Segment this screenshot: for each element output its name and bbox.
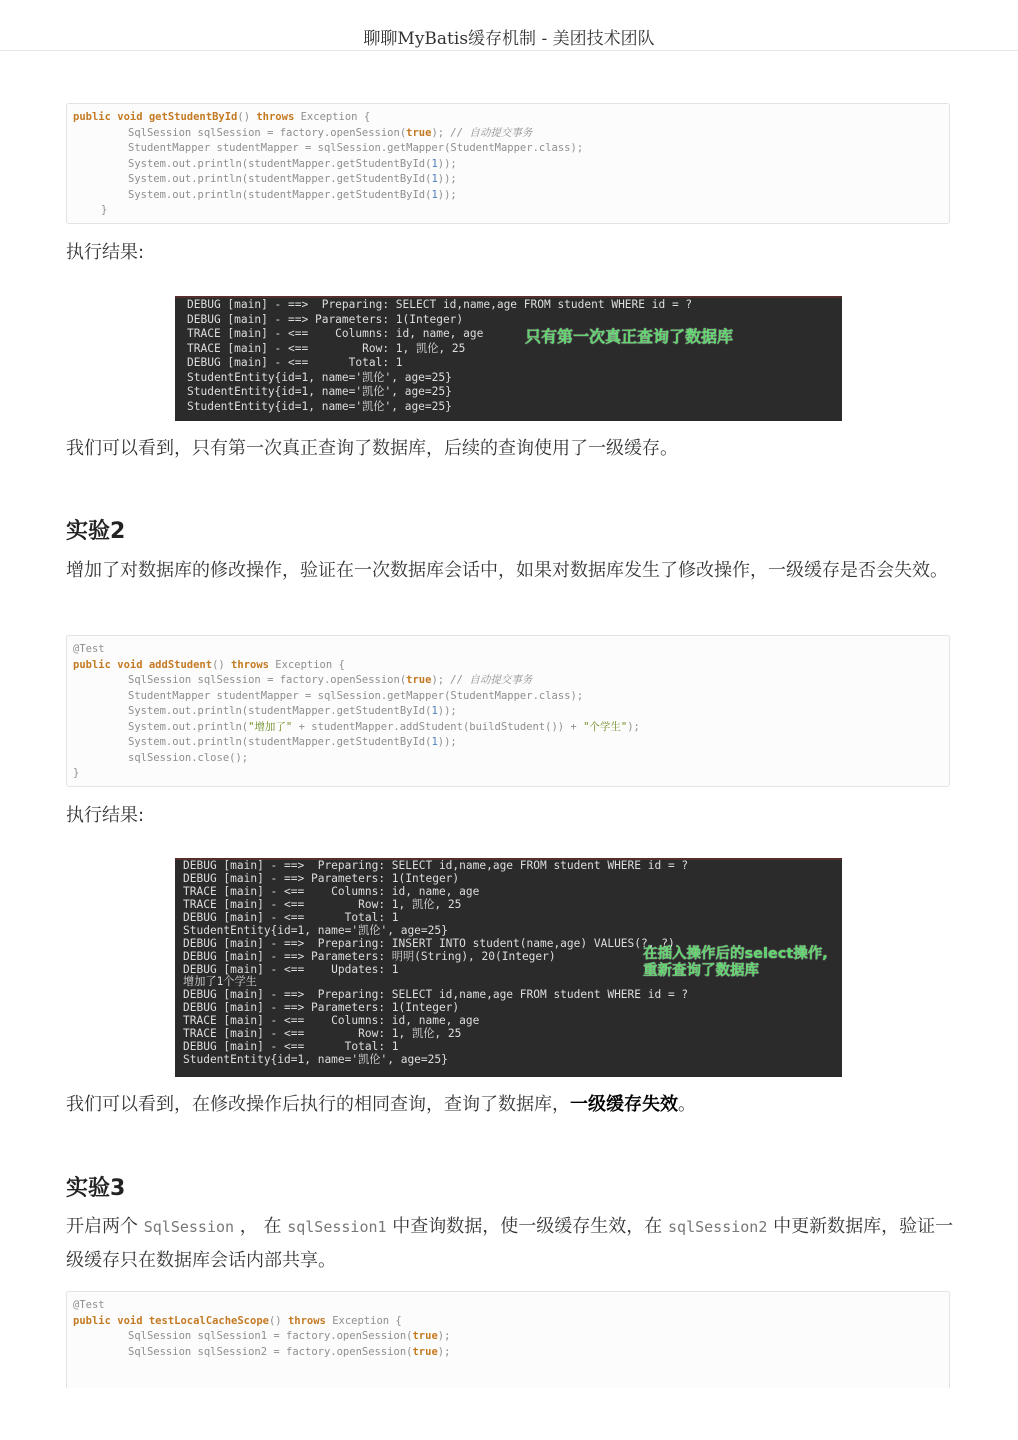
terminal-top-edge bbox=[175, 858, 842, 860]
code-line: SqlSession sqlSession2 = factory.openSession(true); bbox=[128, 1345, 451, 1358]
code-line: System.out.println(studentMapper.getStudentById(1)); bbox=[128, 173, 457, 185]
terminal-line: DEBUG [main] - ==> Parameters: 1(Integer) bbox=[183, 871, 460, 885]
code-line: SqlSession sqlSession = factory.openSession(true); // 自动提交事务 bbox=[128, 674, 533, 686]
inline-code: sqlSession1 bbox=[287, 1218, 387, 1236]
code-line: System.out.println(studentMapper.getStudentById(1)); bbox=[128, 736, 457, 748]
code-line: sqlSession.close(); bbox=[128, 751, 249, 764]
terminal-line: TRACE [main] - <== Row: 1, 凯伦, 25 bbox=[187, 341, 466, 355]
terminal-line: DEBUG [main] - ==> Parameters: 1(Integer) bbox=[187, 312, 464, 326]
terminal-line: DEBUG [main] - ==> Preparing: SELECT id,name,age FROM student WHERE id = ? bbox=[183, 988, 689, 1002]
code-line: SqlSession sqlSession1 = factory.openSession(true); bbox=[128, 1330, 451, 1342]
terminal-line: DEBUG [main] - ==> Preparing: SELECT id,name,age FROM student WHERE id = ? bbox=[183, 859, 689, 872]
code-line: StudentMapper studentMapper = sqlSession.getMapper(StudentMapper.class); bbox=[128, 142, 584, 154]
page-header bbox=[0, 0, 1018, 51]
section-heading: 实验3 bbox=[66, 1176, 126, 1201]
code-block-add-student bbox=[66, 635, 950, 787]
terminal-top-edge bbox=[175, 296, 842, 298]
annotation-line: 在插入操作后的select操作, bbox=[643, 946, 828, 962]
terminal-line: 增加了1个学生 bbox=[183, 975, 257, 989]
code-line: System.out.println("增加了" + studentMapper.addStudent(buildStudent()) + "个学生"); bbox=[128, 720, 640, 733]
code-line: @Test bbox=[73, 1299, 105, 1311]
inline-code: SqlSession bbox=[143, 1218, 235, 1236]
terminal-annotation: 只有第一次真正查询了数据库 bbox=[525, 327, 734, 346]
terminal-lines bbox=[187, 298, 842, 414]
terminal-output-1 bbox=[175, 296, 842, 421]
terminal-line: DEBUG [main] - <== Updates: 1 bbox=[183, 962, 399, 976]
terminal-output-2 bbox=[175, 858, 842, 1077]
terminal-line: TRACE [main] - <== Columns: id, name, age bbox=[183, 884, 480, 898]
code-line: System.out.println(studentMapper.getStudentById(1)); bbox=[128, 157, 457, 170]
result-label: 执行结果: bbox=[66, 242, 145, 263]
annotation-line: 重新查询了数据库 bbox=[643, 963, 759, 979]
code-line: } bbox=[101, 204, 108, 216]
result-label: 执行结果: bbox=[66, 805, 145, 826]
code-line: @Test bbox=[73, 643, 105, 655]
code-line: public void getStudentById() throws Exception { bbox=[73, 111, 371, 123]
paragraph: 我们可以看到，在修改操作后执行的相同查询，查询了数据库，一级缓存失效。 bbox=[66, 1094, 696, 1115]
paragraph: 我们可以看到，只有第一次真正查询了数据库，后续的查询使用了一级缓存。 bbox=[66, 438, 678, 459]
terminal-line: DEBUG [main] - ==> Parameters: 明明(String), 20(Integer) bbox=[183, 949, 556, 963]
code-line: public void addStudent() throws Exception { bbox=[73, 658, 345, 671]
terminal-line: DEBUG [main] - <== Total: 1 bbox=[183, 910, 399, 924]
terminal-line: StudentEntity{id=1, name='凯伦', age=25} bbox=[183, 1053, 448, 1067]
code-block-get-student bbox=[66, 103, 950, 224]
code-line: public void testLocalCacheScope() throws Exception { bbox=[73, 1314, 402, 1327]
code-line: System.out.println(studentMapper.getStudentById(1)); bbox=[128, 705, 457, 717]
terminal-line: TRACE [main] - <== Row: 1, 凯伦, 25 bbox=[183, 897, 462, 911]
code-line: } bbox=[73, 767, 80, 779]
terminal-line: StudentEntity{id=1, name='凯伦', age=25} bbox=[187, 385, 452, 398]
paragraph: 增加了对数据库的修改操作，验证在一次数据库会话中，如果对数据库发生了修改操作，一级缓存是否会失效。 bbox=[66, 560, 948, 581]
code-line: System.out.println(studentMapper.getStudentById(1)); bbox=[128, 188, 457, 201]
code-block-local-cache-scope bbox=[66, 1291, 950, 1388]
terminal-line: StudentEntity{id=1, name='凯伦', age=25} bbox=[187, 370, 452, 384]
terminal-line: DEBUG [main] - <== Total: 1 bbox=[183, 1040, 399, 1054]
page-title: 聊聊MyBatis缓存机制 - 美团技术团队 bbox=[363, 29, 655, 49]
terminal-line: DEBUG [main] - ==> Preparing: INSERT INTO student(name,age) VALUES(?, ?) bbox=[183, 936, 675, 950]
terminal-line: TRACE [main] - <== Columns: id, name, age bbox=[187, 327, 484, 340]
section-heading: 实验2 bbox=[66, 519, 126, 544]
terminal-line: StudentEntity{id=1, name='凯伦', age=25} bbox=[187, 399, 452, 413]
terminal-line: DEBUG [main] - ==> Preparing: SELECT id,name,age FROM student WHERE id = ? bbox=[187, 298, 693, 311]
terminal-line: StudentEntity{id=1, name='凯伦', age=25} bbox=[183, 923, 448, 937]
code-line: SqlSession sqlSession = factory.openSession(true); // 自动提交事务 bbox=[128, 126, 533, 139]
terminal-line: DEBUG [main] - <== Total: 1 bbox=[187, 356, 403, 369]
terminal-line: TRACE [main] - <== Row: 1, 凯伦, 25 bbox=[183, 1027, 462, 1041]
terminal-annotation bbox=[643, 946, 828, 980]
inline-code: sqlSession2 bbox=[668, 1218, 768, 1236]
code-line: StudentMapper studentMapper = sqlSession.getMapper(StudentMapper.class); bbox=[128, 689, 584, 702]
terminal-line: DEBUG [main] - ==> Parameters: 1(Integer) bbox=[183, 1001, 460, 1015]
paragraph: 开启两个 SqlSession ， 在 sqlSession1 中查询数据，使一级缓存生效，在 sqlSession2 中更新数据库，验证一级缓存只在数据库会话内部共享。 bbox=[66, 1216, 954, 1271]
terminal-line: TRACE [main] - <== Columns: id, name, age bbox=[183, 1014, 480, 1028]
bold-emphasis: 一级缓存失效 bbox=[570, 1094, 678, 1115]
